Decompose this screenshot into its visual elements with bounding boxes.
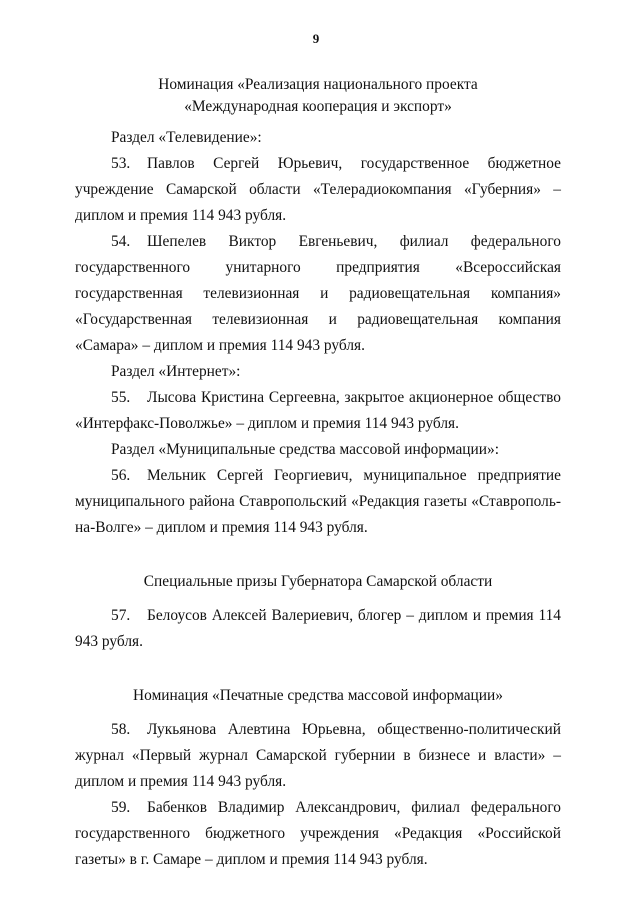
item-text: Мельник Сергей Георгиевич, муниципальное предприятие муниципального района Ставропольский «Редакция газеты «Ставрополь-на-Волге» – диплом и премия 114 943 рубля. [75,467,561,536]
list-item-57 [75,603,561,655]
item-number: 56. [111,467,131,484]
page-number: 9 [312,31,320,46]
nomination-heading-national-project [75,74,561,118]
item-text: Лукьянова Алевтина Юрьевна, общественно-политический журнал «Первый журнал Самарской губернии в бизнесе и власти» – диплом и премия 114 943 рубля. [75,721,561,790]
nomination-heading-line-2: «Международная кооперация и экспорт» [184,98,452,115]
item-number: 54. [111,233,131,250]
list-item-59 [75,795,561,873]
nomination-heading-print-media: Номинация «Печатные средства массовой информации» [133,687,503,704]
item-number: 58. [111,721,131,738]
list-item-55 [75,385,561,437]
section-heading-tv: Раздел «Телевидение»: [111,129,262,146]
item-number: 59. [111,799,131,816]
item-text: Белоусов Алексей Валериевич, блогер – диплом и премия 114 943 рубля. [75,607,561,650]
list-item-53 [75,151,561,229]
section-heading-internet: Раздел «Интернет»: [111,363,241,380]
item-text: Шепелев Виктор Евгеньевич, филиал федерального государственного унитарного предприятия «Всероссийская государственная телевизионная и радиовещательная компания» «Государственная телевизионная и радиовещательная компания «Самара» – диплом и премия 114 943 рубля. [75,233,561,354]
list-item-58 [75,717,561,795]
item-text: Павлов Сергей Юрьевич, государственное бюджетное учреждение Самарской области «Телерадиокомпания «Губерния» – диплом и премия 114 943 рубля. [75,155,561,224]
list-item-54 [75,229,561,359]
section-heading-municipal: Раздел «Муниципальные средства массовой информации»: [111,441,499,458]
nomination-heading-line-1: Номинация «Реализация национального проекта [158,76,478,93]
document-body [75,74,561,873]
item-number: 57. [111,607,131,624]
item-number: 55. [111,389,131,406]
item-text: Лысова Кристина Сергеевна, закрытое акционерное общество «Интерфакс-Поволжье» – диплом и премия 114 943 рубля. [75,389,561,432]
special-prizes-heading: Специальные призы Губернатора Самарской области [143,573,493,590]
item-number: 53. [111,155,131,172]
list-item-56 [75,463,561,541]
item-text: Бабенков Владимир Александрович, филиал федерального государственного бюджетного учреждения «Редакция «Российской газеты» в г. Самаре – диплом и премия 114 943 рубля. [75,799,561,868]
